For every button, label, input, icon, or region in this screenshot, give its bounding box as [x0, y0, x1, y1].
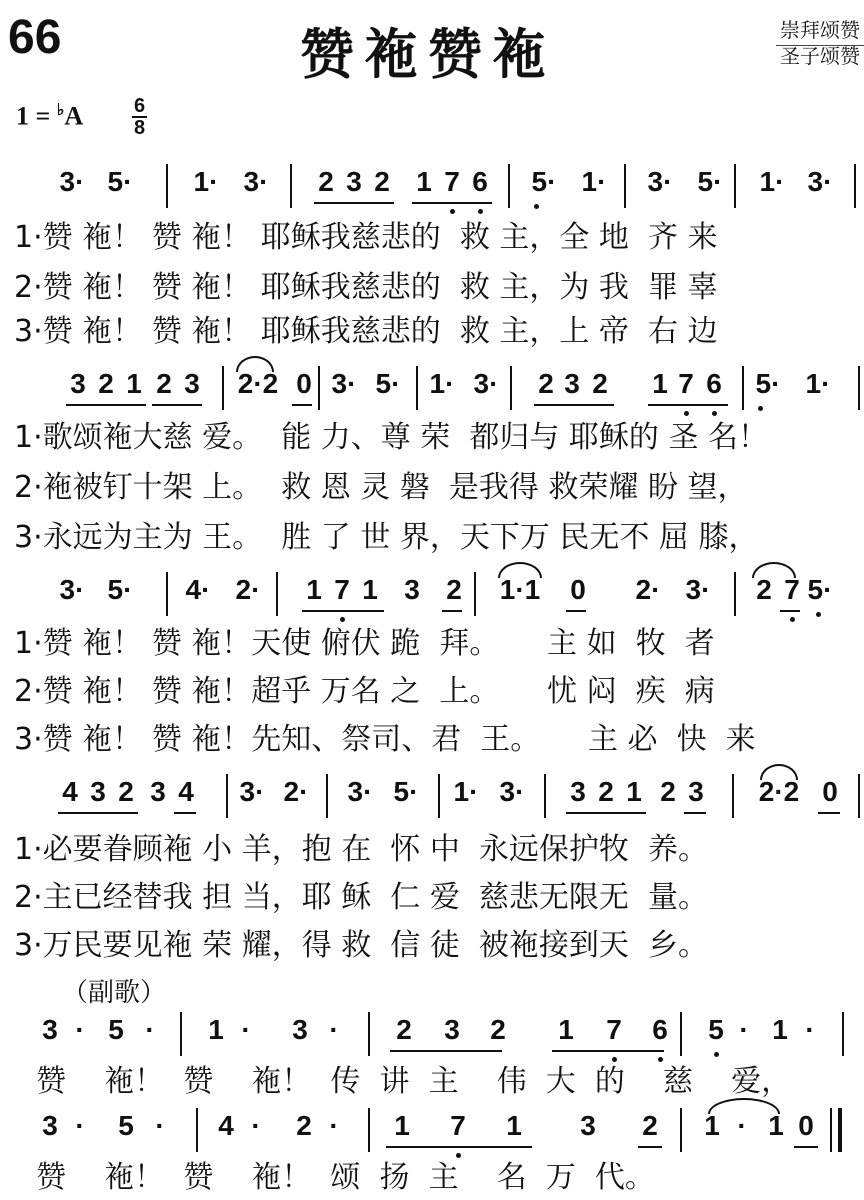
barline [180, 1012, 182, 1056]
note: 7 [334, 574, 350, 605]
low-octave-dot [790, 617, 795, 622]
barline [368, 1012, 370, 1056]
category-primary: 崇拜颂赞 [780, 14, 860, 43]
barline [680, 1012, 682, 1056]
note: 1 [626, 776, 642, 807]
note: 5 [118, 1110, 134, 1141]
hymn-title: 赞袘赞袘 [300, 23, 556, 86]
note: 0 [822, 776, 838, 807]
note: · [739, 1014, 749, 1045]
lyric-4-v2: 2·主已经替我 担 当，耶 稣 仁 爱 慈悲无限无 量。 [14, 880, 708, 915]
barline [416, 366, 418, 410]
note: 2· [283, 776, 309, 807]
meter-bottom: 8 [134, 117, 146, 139]
note: 0 [296, 368, 312, 399]
note: 7 [444, 166, 460, 197]
note: · [75, 1014, 85, 1045]
note: 5· [393, 776, 419, 807]
note: 3· [331, 368, 357, 399]
notation-line-2 [0, 364, 864, 412]
note: 1 [506, 1110, 522, 1141]
barline [680, 1108, 682, 1152]
note: 2 [538, 368, 554, 399]
note: 3 [564, 368, 580, 399]
note: 2·2 [758, 776, 800, 807]
note: · [241, 1014, 251, 1045]
beam [58, 812, 138, 814]
beam [442, 610, 462, 612]
barline [742, 366, 744, 410]
low-octave-dot [534, 204, 539, 209]
barline [858, 774, 860, 818]
note: 1 [362, 574, 378, 605]
beam [302, 610, 384, 612]
note: 3· [473, 368, 499, 399]
low-octave-dot [758, 406, 763, 411]
note: 1 [772, 1014, 788, 1045]
beam [566, 610, 586, 612]
note: 5· [107, 574, 133, 605]
note: 2· [635, 574, 661, 605]
barline [508, 164, 510, 208]
note: 3 [292, 1014, 308, 1045]
lyric-1-v1: 1·赞 袘！ 赞 袘！ 耶稣我慈悲的 救 主，全 地 齐 来 [14, 220, 718, 255]
note: 3 [42, 1110, 58, 1141]
note: 3 [150, 776, 166, 807]
note: 6 [652, 1014, 668, 1045]
beam [566, 812, 646, 814]
note: · [329, 1014, 339, 1045]
barline [166, 164, 168, 208]
notation-line-4 [0, 772, 864, 820]
note: 3 [570, 776, 586, 807]
beam [638, 1146, 662, 1148]
note: 7 [784, 574, 800, 605]
lyric-3-v2: 2·赞 袘！ 赞 袘！超乎 万名 之 上。 忧 闷 疾 病 [14, 674, 715, 709]
barline [624, 164, 626, 208]
note: 3· [499, 776, 525, 807]
lyric-1-v3: 3·赞 袘！ 赞 袘！ 耶稣我慈悲的 救 主，上 帝 右 边 [14, 314, 718, 349]
beam [780, 610, 800, 612]
barline [510, 366, 512, 410]
note: 2 [98, 368, 114, 399]
note: 1· [453, 776, 479, 807]
barline [734, 164, 736, 208]
note: 1 [652, 368, 668, 399]
lyric-1-v2: 2·赞 袘！ 赞 袘！ 耶稣我慈悲的 救 主，为 我 罪 辜 [14, 270, 718, 305]
note: 1 [416, 166, 432, 197]
note: 1·1 [499, 574, 541, 605]
note: 1 [768, 1110, 784, 1141]
note: 3 [42, 1014, 58, 1045]
note: 5· [531, 166, 557, 197]
beam [174, 812, 196, 814]
beam [552, 1050, 664, 1052]
lyric-2-v1: 1·歌颂袘大慈 爱。 能 力、尊 荣 都归与 耶稣的 圣 名！ [14, 420, 768, 455]
note: 3 [580, 1110, 596, 1141]
beam [292, 404, 312, 406]
note: 3 [346, 166, 362, 197]
flat-sign: ♭ [56, 102, 65, 119]
beam [818, 812, 840, 814]
note: 5· [755, 368, 781, 399]
beam [386, 1146, 532, 1148]
beam [390, 1050, 502, 1052]
note: 2 [756, 574, 772, 605]
note: 7 [606, 1014, 622, 1045]
note: 1 [558, 1014, 574, 1045]
note: 1 [394, 1110, 410, 1141]
barline [734, 572, 736, 616]
note: 2 [642, 1110, 658, 1141]
note: 0 [570, 574, 586, 605]
beam [534, 404, 614, 406]
note: 5 [708, 1014, 724, 1045]
final-barline-thick [838, 1108, 842, 1152]
barline [276, 572, 278, 616]
note: 3 [184, 368, 200, 399]
beam [648, 404, 728, 406]
category-secondary: 圣子颂赞 [780, 44, 860, 68]
lyric-3-v1: 1·赞 袘！ 赞 袘！天使 俯伏 跪 拜。 主 如 牧 者 [14, 626, 715, 661]
barline [544, 774, 546, 818]
meter-top: 6 [134, 95, 146, 117]
note: 3· [347, 776, 373, 807]
barline [222, 366, 224, 410]
note: 3· [685, 574, 711, 605]
note: 1 [126, 368, 142, 399]
note: 7 [678, 368, 694, 399]
note: 4 [218, 1110, 234, 1141]
note: 4 [62, 776, 78, 807]
note: · [329, 1110, 339, 1141]
time-signature [132, 96, 147, 138]
barline [166, 572, 168, 616]
note: 2·2 [237, 368, 279, 399]
note: 2 [296, 1110, 312, 1141]
note: 5· [807, 574, 833, 605]
notation-line-3 [0, 570, 864, 618]
note: 5· [697, 166, 723, 197]
note: 1· [193, 166, 219, 197]
barline [842, 1012, 844, 1056]
lyric-4-v3: 3·万民要见袘 荣 耀，得 救 信 徒 被袘接到天 乡。 [14, 928, 708, 963]
note: · [75, 1110, 85, 1141]
note: 3 [70, 368, 86, 399]
lyric-3-v3: 3·赞 袘！ 赞 袘！先知、祭司、君 王。 主 必 快 来 [14, 722, 756, 757]
chorus-lyric-1: 赞 袘！ 赞 袘！ 传 讲 主 伟 大 的 慈 爱， [36, 1064, 792, 1099]
note: 3· [647, 166, 673, 197]
barline [196, 1108, 198, 1152]
note: 2 [598, 776, 614, 807]
note: 1 [306, 574, 322, 605]
barline [290, 164, 292, 208]
beam [66, 404, 146, 406]
note: · [805, 1014, 815, 1045]
beam [684, 812, 706, 814]
final-barline-thin [830, 1108, 832, 1152]
barline [854, 164, 856, 208]
beam [152, 404, 202, 406]
note: 1· [429, 368, 455, 399]
chorus-notation-1 [0, 1010, 864, 1058]
beam [794, 1146, 818, 1148]
chorus-notation-2 [0, 1106, 864, 1154]
note: 2 [118, 776, 134, 807]
lyric-4-v1: 1·必要眷顾袘 小 羊，抱 在 怀 中 永远保护牧 养。 [14, 832, 708, 867]
chorus-lyric-2: 赞 袘！ 赞 袘！ 颂 扬 主 名 万 代。 [36, 1160, 655, 1195]
note: 3· [239, 776, 265, 807]
note: 1· [759, 166, 785, 197]
note: 2 [374, 166, 390, 197]
note: 4 [178, 776, 194, 807]
note: 2 [446, 574, 462, 605]
key-signature: 1 = ♭A [16, 101, 84, 131]
note: 2 [490, 1014, 506, 1045]
note: 3 [404, 574, 420, 605]
note: 1 [704, 1110, 720, 1141]
note: 1· [581, 166, 607, 197]
note: 6 [706, 368, 722, 399]
note: 2 [660, 776, 676, 807]
barline [326, 774, 328, 818]
barline [474, 572, 476, 616]
note: · [145, 1014, 155, 1045]
note: 5 [108, 1014, 124, 1045]
note: · [251, 1110, 261, 1141]
low-octave-dot [816, 612, 821, 617]
lyric-2-v3: 3·永远为主为 王。 胜 了 世 界，天下万 民无不 屈 膝， [14, 520, 759, 555]
beam [412, 202, 492, 204]
note: 2· [235, 574, 261, 605]
notation-line-1 [0, 162, 864, 210]
note: 3· [807, 166, 833, 197]
note: 2 [156, 368, 172, 399]
note: 1· [805, 368, 831, 399]
note: 5· [375, 368, 401, 399]
note: 2 [396, 1014, 412, 1045]
barline [368, 1108, 370, 1152]
note: 3 [90, 776, 106, 807]
barline [318, 366, 320, 410]
beam [314, 202, 394, 204]
barline [858, 366, 860, 410]
note: 3 [444, 1014, 460, 1045]
barline [732, 774, 734, 818]
note: 3· [243, 166, 269, 197]
lyric-2-v2: 2·袘被钉十架 上。 救 恩 灵 磐 是我得 救荣耀 盼 望， [14, 470, 748, 505]
note: 6 [472, 166, 488, 197]
note: 2 [318, 166, 334, 197]
note: 3· [59, 574, 85, 605]
note: 5· [107, 166, 133, 197]
barline [438, 774, 440, 818]
note: · [737, 1110, 747, 1141]
chorus-label: （副歌） [62, 978, 167, 1008]
note: 4· [185, 574, 211, 605]
hymn-number: 66 [8, 11, 62, 64]
note: · [155, 1110, 165, 1141]
note: 0 [798, 1110, 814, 1141]
barline [226, 774, 228, 818]
note: 2 [592, 368, 608, 399]
note: 3· [59, 166, 85, 197]
note: 1 [208, 1014, 224, 1045]
note: 7 [450, 1110, 466, 1141]
note: 3 [688, 776, 704, 807]
